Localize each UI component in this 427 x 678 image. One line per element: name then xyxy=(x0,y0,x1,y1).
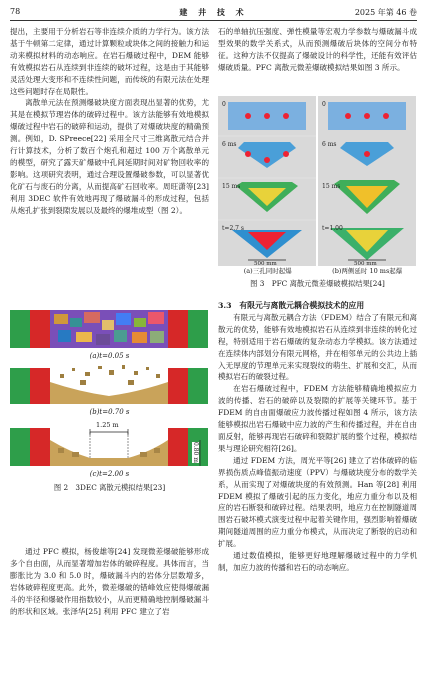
paragraph: 通过 FDEM 方法，周光平等[26] 建立了岩体破碎的临界损伤质点峰值振动速度（PPV）与爆破块度分布的数学关系，从而实现了对爆破块度的有效预测。Han 等[28] 利用 FDEM 模拟了爆破引起的压力变化，地应力重分布以及相应的岩石断裂和破碎过程。结果表明，地应力在控制隧道周围岩石破坏模式演变过程中起着关键作用，强烈影响着爆破期间隧道周围的应力重分布模式，从而决定了断裂的启动和扩展。 xyxy=(218,455,417,549)
figure-2c-image xyxy=(10,418,208,468)
figure-3a-image xyxy=(218,96,316,266)
figure-3b-label: (b)两侧延时 10 ms起爆 xyxy=(332,267,403,275)
time-label: t=2.7 s xyxy=(222,225,244,232)
figure-3 xyxy=(218,96,417,289)
figure-2b-image xyxy=(10,362,208,406)
figure-2 xyxy=(10,306,209,493)
journal-title: 建 井 技 术 xyxy=(179,7,248,17)
figure-3b-image xyxy=(318,96,416,266)
paragraph: 离散单元法在预测爆破块度方面表现出显著的优势，尤其是在模拟节理岩体的破碎过程中。该方法能够有效地模拟爆破过程中岩石的破碎和运动，提供了对爆破块度的精确预测。例如，D. SPreece[22] 采用全尺寸三维离散元结合并行计算技术，分析了数百个炮孔和超过 100 万个离散单元的模型，研究了露天矿爆破中孔间延期时间对矿物回收率的影响。这项研究表明，通过合理设置爆破参数，可以显著优化矿石与废石的分离，从而提高矿石回收率。周旺潇等[23] 利用 3DEC 软件有效地再现了爆破漏斗的形成过程，包括从炮孔扩张到裂隙发展以及最终的爆堆成型（图 2）。 xyxy=(10,98,209,215)
running-header xyxy=(10,7,417,19)
time-label: t=1.00 xyxy=(322,225,343,232)
time-label: 6 ms xyxy=(222,141,237,148)
figure-3a-label: (a)三孔同时起爆 xyxy=(243,267,292,275)
scale-bar: 500 mm xyxy=(354,261,377,266)
left-column-bottom xyxy=(10,546,209,617)
dimension-vertical: 0.80 m xyxy=(192,442,199,463)
time-label: 15 ms xyxy=(322,183,341,190)
paragraph: 提出，主要用于分析岩石等非连续介质的力学行为。该方法基于牛顿第二定律，通过计算颗粒或块体之间的接触力和运动来模拟材料的动态响应。在岩石爆破过程中，DEM 能够有效模拟岩石从连续到非连续的破坏过程，这是由于其能够灵活处理大变形和不连续性问题，而传统的有限元法在处理这些问题时存在局限性。 xyxy=(10,27,209,96)
figure-2a-image xyxy=(10,306,208,350)
right-column-top xyxy=(218,26,417,74)
time-label: 0 xyxy=(322,101,326,108)
header-rule xyxy=(10,20,417,21)
section-heading: 3.3 有限元与离散元耦合模拟技术的应用 xyxy=(218,301,365,310)
paragraph: 石的单轴抗压强度、弹性模量等宏观力学参数与爆破漏斗成型效果的数学关系式，从而预测爆破后块体的空间分布特征。这种方法不仅提高了爆破设计的科学性，还能有效评估爆破质量。PFC 离散元微差爆破模拟结果如图 3 所示。 xyxy=(218,27,417,72)
right-column-bottom xyxy=(218,300,417,574)
paragraph: 通过数值模拟，能够更好地理解爆破过程中的力学机制，加应力波的传播和岩石的动态响应。 xyxy=(218,551,417,572)
paragraph: 通过 PFC 模拟，杨俊雄等[24] 发现微差爆破能够形成多个自由面，从而显著增加岩体的破碎程度。具体而言，当膨胀比为 3.0 和 5.0 时，爆破漏斗内的岩体分层数增多，岩体破碎程度更高。此外，微差爆破的错峰效应使得爆破漏斗的半径和爆破作用指数较小，从而更精确地控制爆破漏斗的形状和区域。张泽华[25] 利用 PFC 建立了岩 xyxy=(10,547,209,616)
figure-2a-label: (a)t=0.05 s xyxy=(89,352,130,360)
dimension-horizontal: 1.25 m xyxy=(96,421,119,429)
scale-bar: 500 mm xyxy=(254,261,277,266)
time-label: 0 xyxy=(222,101,226,108)
time-label: 6 ms xyxy=(322,141,337,148)
year-issue: 2025 年第 46 卷 xyxy=(354,8,417,17)
time-label: 15 ms xyxy=(222,183,241,190)
figure-2c-label: (c)t=2.00 s xyxy=(89,470,130,478)
figure-2b-label: (b)t=0.70 s xyxy=(89,408,130,416)
paragraph: 在岩石爆破过程中，FDEM 方法能够精确地模拟应力波的传播、岩石的破碎以及裂隙的扩展等关键环节。基于 FDEM 的自由面爆破应力波传播过程如图 4 所示，该方法能够模拟出岩石爆破中应力波的产生和传播过程，并在自由面反射，能够再现岩石破碎和裂隙扩展的整个过程，模拟结果与理论研究相符[26]。 xyxy=(218,384,417,453)
figure-2-caption: 图 2 3DEC 离散元模拟结果[23] xyxy=(53,483,166,492)
figure-3-caption: 图 3 PFC 离散元微差爆破模拟结果[24] xyxy=(250,279,385,288)
page-number: 78 xyxy=(10,7,21,16)
paragraph: 有限元与离散元耦合方法（FDEM）结合了有限元和离散元的优势，能够有效地模拟岩石从连续到非连续的转化过程，特别适用于岩石爆破的复杂动态力学模拟。该方法通过在连续体内部划分有限元网格，并在相邻单元的公共边上插入无厚度的节理单元来实现裂纹的萌生、扩展和交汇，从而模拟岩石的破裂过程。 xyxy=(218,312,417,382)
left-column xyxy=(10,26,209,217)
